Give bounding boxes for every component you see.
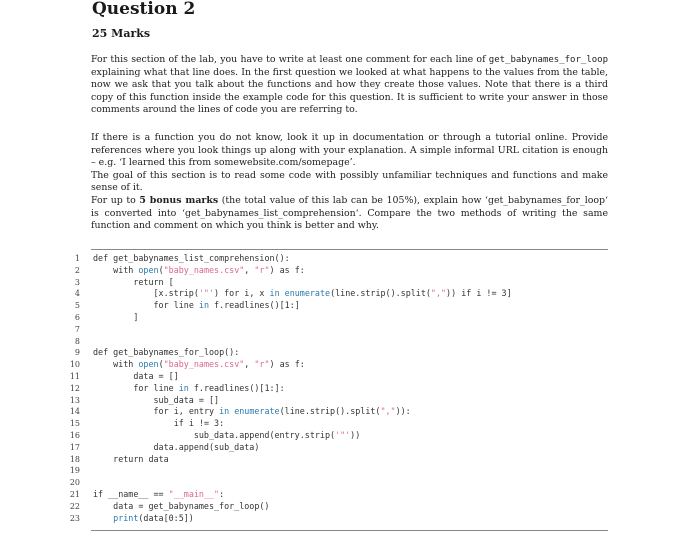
code-text: data = get_babynames_for_loop() xyxy=(93,500,270,511)
code-text: with open("baby_names.csv", "r") as f: xyxy=(113,359,305,370)
code-text: with open("baby_names.csv", "r") as f: xyxy=(113,264,305,275)
code-listing xyxy=(60,253,620,524)
code-line xyxy=(60,430,620,442)
code-text: for line in f.readlines()[1:] xyxy=(153,300,300,311)
line-number: 18 xyxy=(69,454,80,464)
function-name-inline: get_babynames_for_loop xyxy=(488,55,608,65)
line-number: 23 xyxy=(69,513,80,523)
line-number: 16 xyxy=(69,430,80,440)
code-line xyxy=(60,406,620,418)
code-line xyxy=(60,253,620,265)
code-line xyxy=(60,465,620,477)
line-number: 13 xyxy=(69,395,80,405)
code-line xyxy=(60,324,620,336)
line-number: 5 xyxy=(74,301,80,311)
code-line xyxy=(60,513,620,525)
line-number: 22 xyxy=(69,501,80,511)
line-number: 2 xyxy=(74,265,80,275)
code-text: sub_data = [] xyxy=(93,394,220,405)
code-text: sub_data.append(entry.strip('"')) xyxy=(93,429,361,440)
code-top-rule xyxy=(91,249,608,250)
code-line xyxy=(60,454,620,466)
code-text: return data xyxy=(113,453,169,464)
line-number: 15 xyxy=(69,419,80,429)
code-line xyxy=(60,395,620,407)
instructions-text-b: explaining what that line does. In the first question we looked at what happens to the values from the table, now we ask that you talk about the functions and how they create those values. Note that there is a third copy of this function inside the example code for this question. It is sufficient to write your answer in those comments around the lines of code you are referring to. xyxy=(91,66,608,116)
code-line xyxy=(60,300,620,312)
line-number: 4 xyxy=(74,289,80,299)
instructions-text-a: For this section of the lab, you have to write at least one comment for each line of xyxy=(91,54,489,65)
bonus-line xyxy=(91,195,608,233)
references-paragraph xyxy=(91,132,608,233)
code-line xyxy=(60,371,620,383)
code-line xyxy=(60,265,620,277)
code-text: return [ xyxy=(133,276,174,287)
bonus-text-b: (the total value of this lab can be 105%), explain how ‘get_babynames_for_loop‘ is converted into ‘get_babynames_list_comprehension‘. Compare the two methods of writing the same function and comment on which you think is better and why. xyxy=(91,194,608,232)
code-text: if __name__ == "__main__": xyxy=(93,488,225,499)
code-text: def get_babynames_for_loop(): xyxy=(93,347,240,358)
line-number: 19 xyxy=(69,466,80,476)
code-line xyxy=(60,336,620,348)
code-line xyxy=(60,347,620,359)
line-number: 6 xyxy=(74,312,80,322)
line-number: 11 xyxy=(69,371,80,381)
code-line xyxy=(60,359,620,371)
marks-label: 25 Marks xyxy=(92,27,151,40)
code-text: def get_babynames_list_comprehension(): xyxy=(93,253,290,263)
code-text: data.append(sub_data) xyxy=(93,441,260,452)
code-line xyxy=(60,277,620,289)
code-line xyxy=(60,288,620,300)
line-number: 1 xyxy=(74,254,80,263)
instructions-paragraph xyxy=(91,54,608,117)
code-text: if i != 3: xyxy=(173,418,225,429)
code-text: for line in f.readlines()[1:]: xyxy=(133,382,285,393)
code-text: data = [] xyxy=(93,370,179,381)
code-text: ] xyxy=(93,311,139,322)
code-line xyxy=(60,383,620,395)
line-number: 14 xyxy=(69,407,80,417)
code-line xyxy=(60,312,620,324)
line-number: 21 xyxy=(69,489,80,499)
references-line: If there is a function you do not know, look it up in documentation or through a tutorial online. Provide references where you look things up along with your explanation. A simple informal URL citation is enough – e.g. ‘I learned this from somewebsite.com/somepage’. xyxy=(91,132,608,169)
bonus-marks: 5 bonus marks xyxy=(139,194,219,206)
line-number: 3 xyxy=(74,277,80,287)
code-line xyxy=(60,442,620,454)
line-number: 10 xyxy=(69,360,80,370)
question-title: Question 2 xyxy=(92,0,196,19)
code-line xyxy=(60,489,620,501)
code-text: for i, entry in enumerate(line.strip().split(",")): xyxy=(153,406,411,417)
code-line xyxy=(60,477,620,489)
code-text: print(data[0:5]) xyxy=(113,512,194,523)
code-bottom-rule xyxy=(91,530,608,531)
line-number: 17 xyxy=(69,442,80,452)
code-text: [x.strip('"') for i, x in enumerate(line.strip().split(",")) if i != 3] xyxy=(93,288,512,299)
line-number: 8 xyxy=(74,336,80,346)
line-number: 9 xyxy=(74,348,80,358)
code-line xyxy=(60,418,620,430)
bonus-text-a: For up to xyxy=(91,194,140,206)
line-number: 20 xyxy=(69,478,80,488)
line-number: 12 xyxy=(69,383,80,393)
code-line xyxy=(60,501,620,513)
line-number: 7 xyxy=(74,324,80,334)
goal-line: The goal of this section is to read some code with possibly unfamiliar techniques and functions and make sense of it. xyxy=(91,169,608,194)
